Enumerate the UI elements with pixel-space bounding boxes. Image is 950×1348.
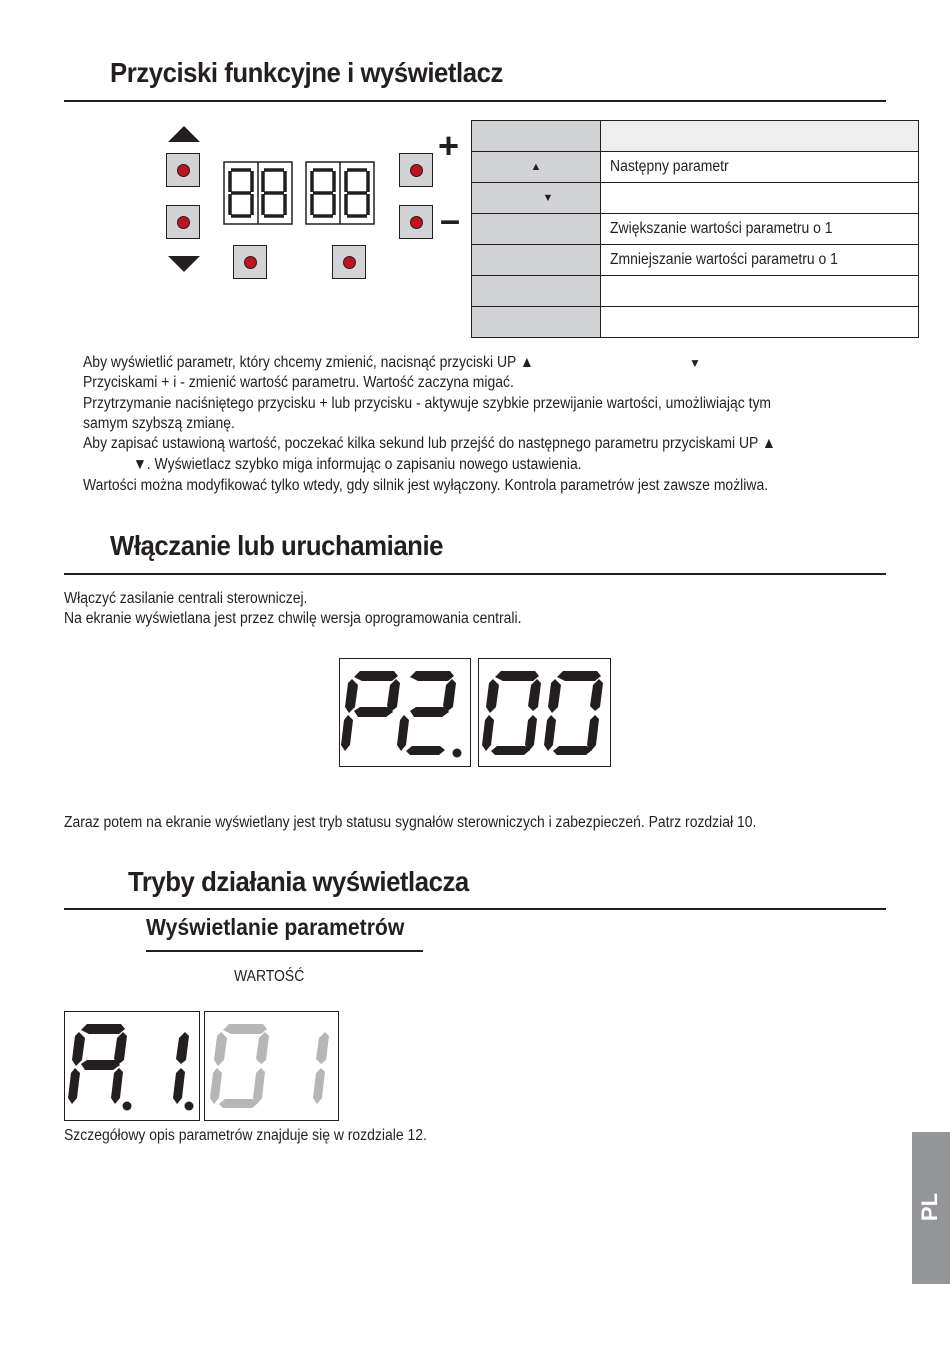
section-rule [64,100,886,102]
plus-symbol: + [438,125,460,166]
paragraph-line: Przyciskami + i - zmienić wartość parametru. Wartość zaczyna migać. [83,374,514,391]
table-value [601,276,919,307]
table-value [601,152,919,183]
paragraph-line: Aby zapisać ustawioną wartość, poczekać kilka sekund lub przejść do następnego parametru przyciskami UP ▲ [83,435,776,452]
table-row [472,245,919,276]
digit-segments [230,170,368,216]
table-row [472,121,919,152]
language-tab-label: PL [917,1192,943,1222]
paragraph-line: Na ekranie wyświetlana jest przez chwilę wersja oprogramowania centrali. [64,610,522,627]
display-value-digits [204,1011,339,1121]
minus-button[interactable] [399,205,433,239]
table-key [472,245,601,276]
language-tab [912,1132,950,1284]
table-value [601,307,919,338]
section-title-power-on: Włączanie lub uruchamianie [110,530,444,561]
plus-button[interactable] [399,153,433,187]
table-key-down-icon: ▼ [472,183,601,214]
paragraph-line: Wartości można modyfikować tylko wtedy, gdy silnik jest wyłączony. Kontrola parametrów jest zawsze możliwa. [83,477,769,494]
up-button[interactable] [166,153,200,187]
function-table [471,120,919,338]
table-key [472,214,601,245]
display-value-segments [205,1012,337,1119]
table-value [601,245,919,276]
table-key [472,276,601,307]
table-row [472,183,919,214]
table-value-text: Zmniejszanie wartości parametru o 1 [610,251,838,268]
table-value [601,214,919,245]
table-row [472,214,919,245]
subsection-title-parameter-display: Wyświetlanie parametrów [146,914,405,940]
paragraph-line: samym szybszą zmianę. [83,415,235,432]
down-arrow-icon [168,256,200,272]
paragraph-line: Aby wyświetlić parametr, który chcemy zmienić, nacisnąć przyciski UP ▲ [83,354,534,371]
table-value [601,183,919,214]
display-button-left[interactable] [233,245,267,279]
display-parameter-segments [65,1012,198,1119]
display-parameter-digits [64,1011,200,1121]
section-title-display-modes: Tryby działania wyświetlacza [128,866,469,897]
paragraph-line: Przytrzymanie naciśniętego przycisku + lub przycisku - aktywuje szybkie przewijanie wartości, umożliwiając tym [83,395,772,412]
table-key [472,121,601,152]
down-arrow-icon: ▼ [689,356,701,370]
table-key-up-icon: ▲ [472,152,601,183]
table-row [472,307,919,338]
table-value-text: Następny parametr [610,158,729,175]
table-value-text: Zwiększanie wartości parametru o 1 [610,220,833,237]
paragraph-line: Zaraz potem na ekranie wyświetlany jest tryb statusu sygnałów sterowniczych i zabezpieczeń. Patrz rozdział 10. [64,814,757,831]
down-button[interactable] [166,205,200,239]
section-rule [64,908,886,910]
minus-symbol: – [440,199,461,240]
table-key [472,307,601,338]
value-label: WARTOŚĆ [234,968,305,985]
table-value [601,121,919,152]
section-title-function-buttons: Przyciski funkcyjne i wyświetlacz [110,57,503,88]
up-arrow-icon [168,126,200,142]
section-rule [64,573,886,575]
subsection-rule [146,950,423,952]
paragraph-line: Włączyć zasilanie centrali sterowniczej. [64,590,308,607]
table-row [472,276,919,307]
display-button-right[interactable] [332,245,366,279]
paragraph-line: Szczegółowy opis parametrów znajduje się w rozdziale 12. [64,1127,427,1144]
table-row [472,152,919,183]
display-right-digits [478,658,611,767]
display-right-segments [479,659,609,765]
display-left-digits [339,658,471,767]
paragraph-line: ▼. Wyświetlacz szybko miga informując o zapisaniu nowego ustawienia. [133,456,582,473]
display-left-segments [340,659,469,765]
